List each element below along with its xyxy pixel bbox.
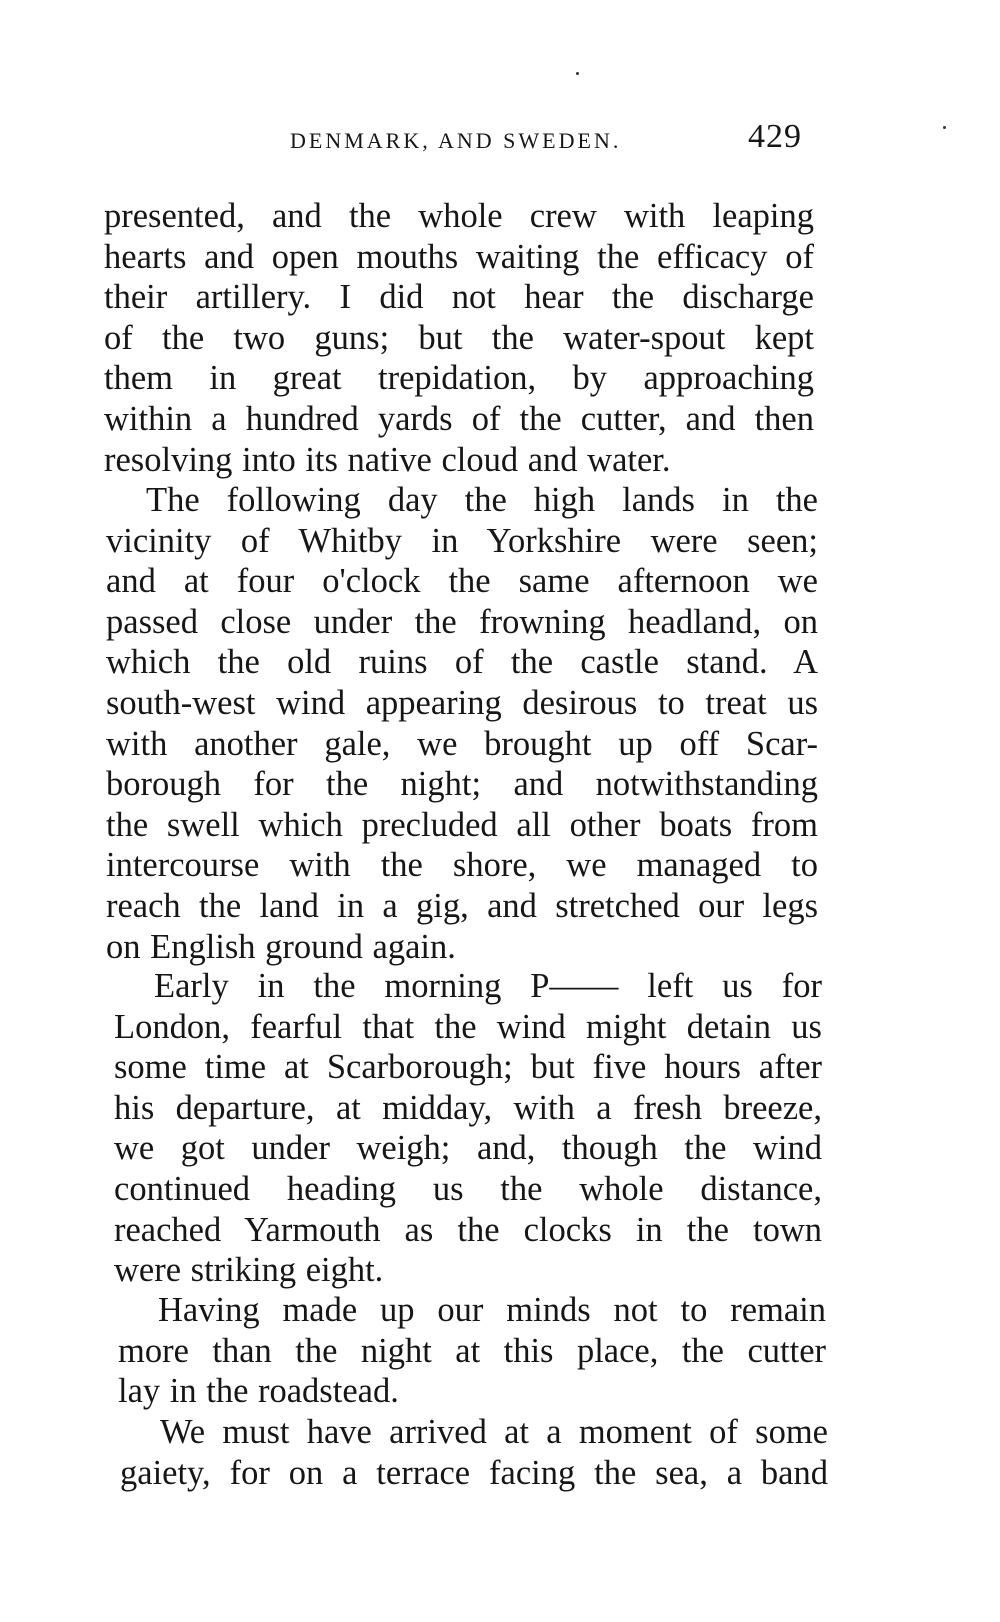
- text-line: intercourse with the shore, we managed to: [106, 846, 818, 885]
- paragraph-3: [114, 966, 822, 1291]
- text-line: and at four o'clock the same afternoon we: [106, 562, 818, 601]
- text-line: gaiety, for on a terrace facing the sea, a band: [120, 1453, 828, 1492]
- text-line: lay in the roadstead.: [118, 1372, 399, 1411]
- text-line: on English ground again.: [106, 927, 456, 966]
- text-line: borough for the night; and notwithstanding: [106, 765, 818, 804]
- text-line: hearts and open mouths waiting the efficacy of: [104, 237, 814, 276]
- text-line: London, fearful that the wind might detain us: [114, 1007, 822, 1046]
- text-line: presented, and the whole crew with leaping: [104, 197, 814, 235]
- text-line: more than the night at this place, the cutter: [118, 1331, 826, 1370]
- text-line: within a hundred yards of the cutter, and then: [104, 399, 814, 438]
- text-line: resolving into its native cloud and water.: [104, 440, 671, 479]
- text-line: The following day the high lands in the: [146, 481, 818, 519]
- text-line: their artillery. I did not hear the discharge: [104, 278, 814, 317]
- text-line: Early in the morning P—— left us for: [154, 967, 822, 1005]
- page-header: [290, 118, 830, 158]
- text-line: continued heading us the whole distance,: [114, 1169, 822, 1208]
- paragraph-4: [118, 1290, 826, 1412]
- text-line: Having made up our minds not to remain: [158, 1291, 826, 1329]
- page-number: 429: [748, 118, 802, 155]
- text-line: them in great trepidation, by approaching: [104, 359, 814, 398]
- text-line: reach the land in a gig, and stretched our legs: [106, 886, 818, 925]
- text-line: We must have arrived at a moment of some: [160, 1413, 828, 1451]
- ink-speck: [943, 126, 946, 129]
- running-head: DENMARK, AND SWEDEN.: [290, 128, 622, 153]
- text-line: vicinity of Whitby in Yorkshire were seen;: [106, 521, 818, 560]
- text-line: of the two guns; but the water-spout kept: [104, 318, 814, 357]
- ink-speck: [576, 72, 579, 75]
- text-line: we got under weigh; and, though the wind: [114, 1129, 822, 1168]
- text-line: with another gale, we brought up off Scar-: [106, 724, 818, 763]
- text-line: the swell which precluded all other boats from: [106, 805, 818, 844]
- paragraph-1: [104, 196, 814, 480]
- text-line: some time at Scarborough; but five hours after: [114, 1048, 822, 1087]
- text-line: were striking eight.: [114, 1251, 384, 1290]
- text-line: passed close under the frowning headland, on: [106, 602, 818, 641]
- text-line: south-west wind appearing desirous to treat us: [106, 683, 818, 722]
- paragraph-5: [120, 1412, 828, 1493]
- text-line: which the old ruins of the castle stand. A: [106, 643, 818, 682]
- paragraph-2: [106, 480, 818, 967]
- text-line: reached Yarmouth as the clocks in the town: [114, 1210, 822, 1249]
- text-line: his departure, at midday, with a fresh breeze,: [114, 1088, 822, 1127]
